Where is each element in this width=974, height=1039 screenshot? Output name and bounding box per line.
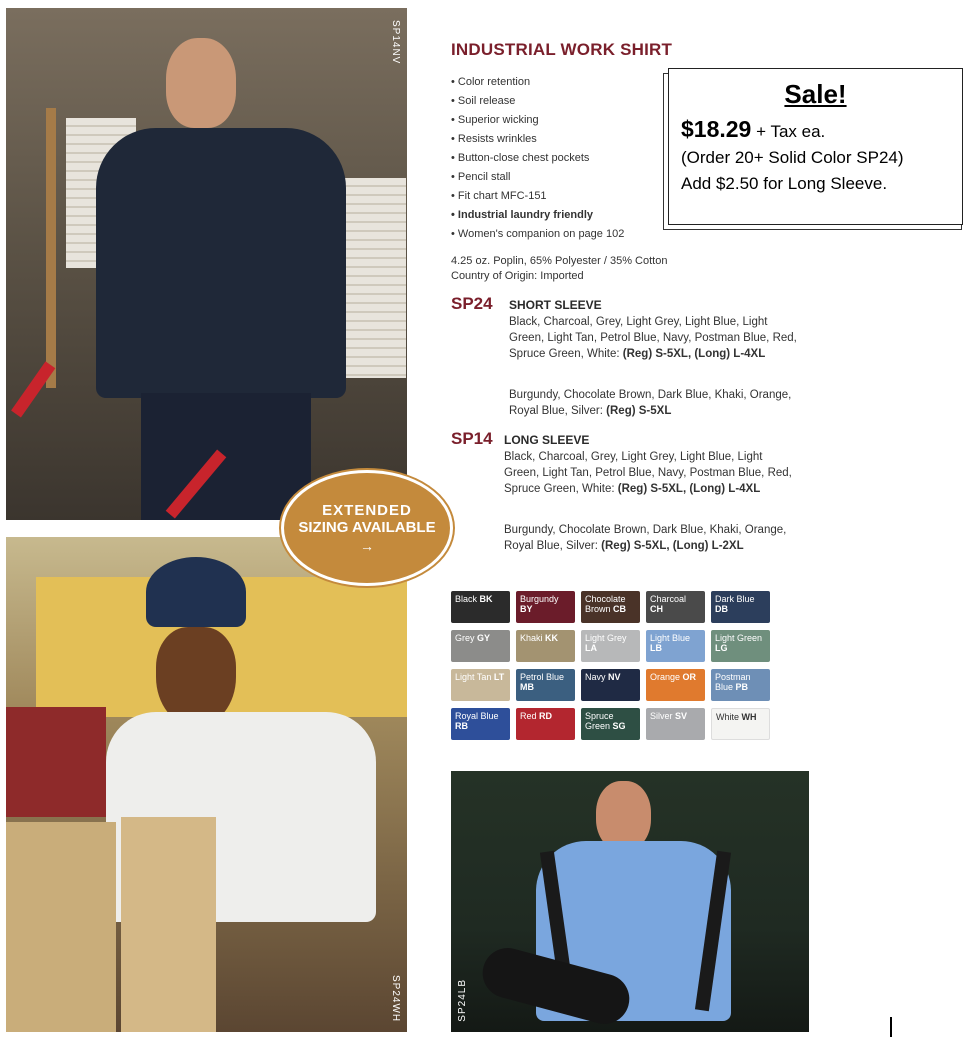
color-swatch [451, 591, 510, 623]
color-swatch [581, 669, 640, 701]
origin-line: Country of Origin: Imported [451, 270, 584, 282]
photo-white-short-sleeve [6, 537, 407, 1032]
size-range: (Reg) S-5XL [606, 405, 672, 417]
navy-cap [146, 557, 246, 627]
color-list: Black, Charcoal, Grey, Light Grey, Light Blue, Light Green, Light Tan, Petrol Blue, Navy, Postman Blue, Red, Spruce Green, White: [504, 451, 792, 495]
swatch-name: Light Grey [585, 633, 627, 643]
swatch-code: RD [539, 711, 553, 721]
swatch-name: Red [520, 711, 537, 721]
swatch-code: MB [520, 682, 534, 692]
swatch-code: CB [613, 604, 627, 614]
color-swatch [646, 591, 705, 623]
navy-shirt [96, 128, 346, 398]
swatch-code: NV [608, 672, 621, 682]
fabric-info [451, 254, 667, 284]
product-title: INDUSTRIAL WORK SHIRT [451, 40, 673, 59]
feature-item: • Industrial laundry friendly [451, 206, 624, 225]
swatch-name: Light Tan [455, 672, 492, 682]
swatch-name: Dark Blue [715, 594, 755, 604]
photo-navy-long-sleeve [6, 8, 407, 520]
swatch-code: LB [650, 643, 662, 653]
swatch-name: Khaki [520, 633, 543, 643]
color-swatch [711, 630, 770, 662]
color-swatch [646, 669, 705, 701]
swatch-name: Charcoal [650, 594, 687, 604]
swatch-name: Postman Blue [715, 672, 751, 692]
arrow-right-icon: → [360, 538, 374, 554]
feature-list [451, 73, 624, 244]
swatch-code: BK [479, 594, 493, 604]
feature-item: • Pencil stall [451, 168, 624, 187]
swatch-name: Light Blue [650, 633, 691, 643]
color-list: Black, Charcoal, Grey, Light Grey, Light Blue, Light Green, Light Tan, Petrol Blue, Navy, Postman Blue, Red, Spruce Green, White: [509, 316, 797, 360]
sku-label-sp14: LONG SLEEVE [504, 433, 590, 447]
swatch-code: CH [650, 604, 663, 614]
feature-item: • Women's companion on page 102 [451, 225, 624, 244]
swatch-name: Petrol Blue [520, 672, 565, 682]
caramel-boxes [6, 822, 116, 1032]
color-swatch [516, 591, 575, 623]
sale-box [668, 68, 963, 225]
swatch-code: LA [585, 643, 597, 653]
sale-order-note: (Order 20+ Solid Color SP24) [681, 148, 904, 167]
swatch-code: KK [545, 633, 559, 643]
swatch-code: RB [455, 721, 468, 731]
badge-line1: EXTENDED [322, 502, 412, 519]
text-cursor [890, 1017, 892, 1037]
sp24-colors-group1 [509, 314, 799, 362]
swatch-code: LT [493, 672, 505, 682]
sku-code-sp14: SP14 [451, 429, 493, 448]
caramel-boxes [121, 817, 216, 1032]
feature-item: • Resists wrinkles [451, 130, 624, 149]
swatch-name: Silver [650, 711, 673, 721]
color-swatch [516, 708, 575, 740]
swatch-code: LG [715, 643, 728, 653]
color-list: Burgundy, Chocolate Brown, Dark Blue, Khaki, Orange, Royal Blue, Silver: [504, 524, 787, 552]
color-swatch [646, 630, 705, 662]
color-swatch [581, 630, 640, 662]
color-swatch [711, 708, 770, 740]
cart-handle [11, 361, 55, 417]
feature-item: • Superior wicking [451, 111, 624, 130]
swatch-name: Orange [650, 672, 681, 682]
badge-line2: SIZING AVAILABLE [298, 519, 436, 536]
color-swatch [581, 591, 640, 623]
sale-price-line [681, 116, 950, 145]
swatch-name: Royal Blue [455, 711, 499, 721]
size-range: (Reg) S-5XL, (Long) L-2XL [601, 540, 744, 552]
swatch-name: Grey [455, 633, 475, 643]
color-swatch [711, 669, 770, 701]
extended-sizing-badge [281, 470, 453, 586]
swatch-code: SG [612, 721, 626, 731]
swatch-name: Chocolate Brown [585, 594, 626, 614]
swatch-name: Light Green [715, 633, 763, 643]
person-head [166, 38, 236, 128]
fabric-line: 4.25 oz. Poplin, 65% Polyester / 35% Cotton [451, 255, 668, 267]
sku-label-sp24: SHORT SLEEVE [509, 298, 602, 312]
sale-title: Sale! [784, 79, 847, 109]
swatch-name: White [716, 712, 740, 722]
photo-code: SP24WH [390, 974, 401, 1022]
swatch-code: DB [715, 604, 728, 614]
color-swatch-grid [451, 591, 769, 740]
swatch-name: Black [455, 594, 478, 604]
sp14-colors-group2 [504, 522, 794, 554]
sale-price: $18.29 [681, 116, 752, 142]
photo-code: SP24LB [457, 979, 468, 1022]
color-swatch [581, 708, 640, 740]
photo-light-blue-short-sleeve [451, 771, 809, 1032]
feature-item: • Soil release [451, 92, 624, 111]
color-swatch [451, 669, 510, 701]
sale-long-sleeve-note: Add $2.50 for Long Sleeve. [681, 174, 888, 193]
sale-tax: + Tax ea. [756, 122, 826, 141]
stacked-boxes [6, 707, 106, 817]
color-swatch [711, 591, 770, 623]
feature-item: • Fit chart MFC-151 [451, 187, 624, 206]
feature-item: • Button-close chest pockets [451, 149, 624, 168]
shelf-boxes [336, 178, 406, 378]
color-swatch [516, 630, 575, 662]
color-swatch [646, 708, 705, 740]
sp24-colors-group2 [509, 387, 799, 419]
swatch-code: PB [735, 682, 749, 692]
color-swatch [451, 708, 510, 740]
swatch-name: Spruce Green [585, 711, 614, 731]
swatch-code: BY [520, 604, 533, 614]
color-list: Burgundy, Chocolate Brown, Dark Blue, Khaki, Orange, Royal Blue, Silver: [509, 389, 792, 417]
swatch-name: Burgundy [520, 594, 559, 604]
sp14-colors-group1 [504, 449, 794, 497]
swatch-code: SV [675, 711, 688, 721]
size-range: (Reg) S-5XL, (Long) L-4XL [617, 483, 761, 495]
swatch-code: WH [741, 712, 757, 722]
color-swatch [451, 630, 510, 662]
size-range: (Reg) S-5XL, (Long) L-4XL [622, 348, 766, 360]
swatch-code: OR [682, 672, 697, 682]
swatch-code: GY [477, 633, 491, 643]
swatch-name: Navy [585, 672, 606, 682]
color-swatch [516, 669, 575, 701]
photo-code: SP14NV [390, 20, 401, 65]
sku-code-sp24: SP24 [451, 294, 493, 313]
shelf-post [46, 108, 56, 388]
feature-item: • Color retention [451, 73, 624, 92]
